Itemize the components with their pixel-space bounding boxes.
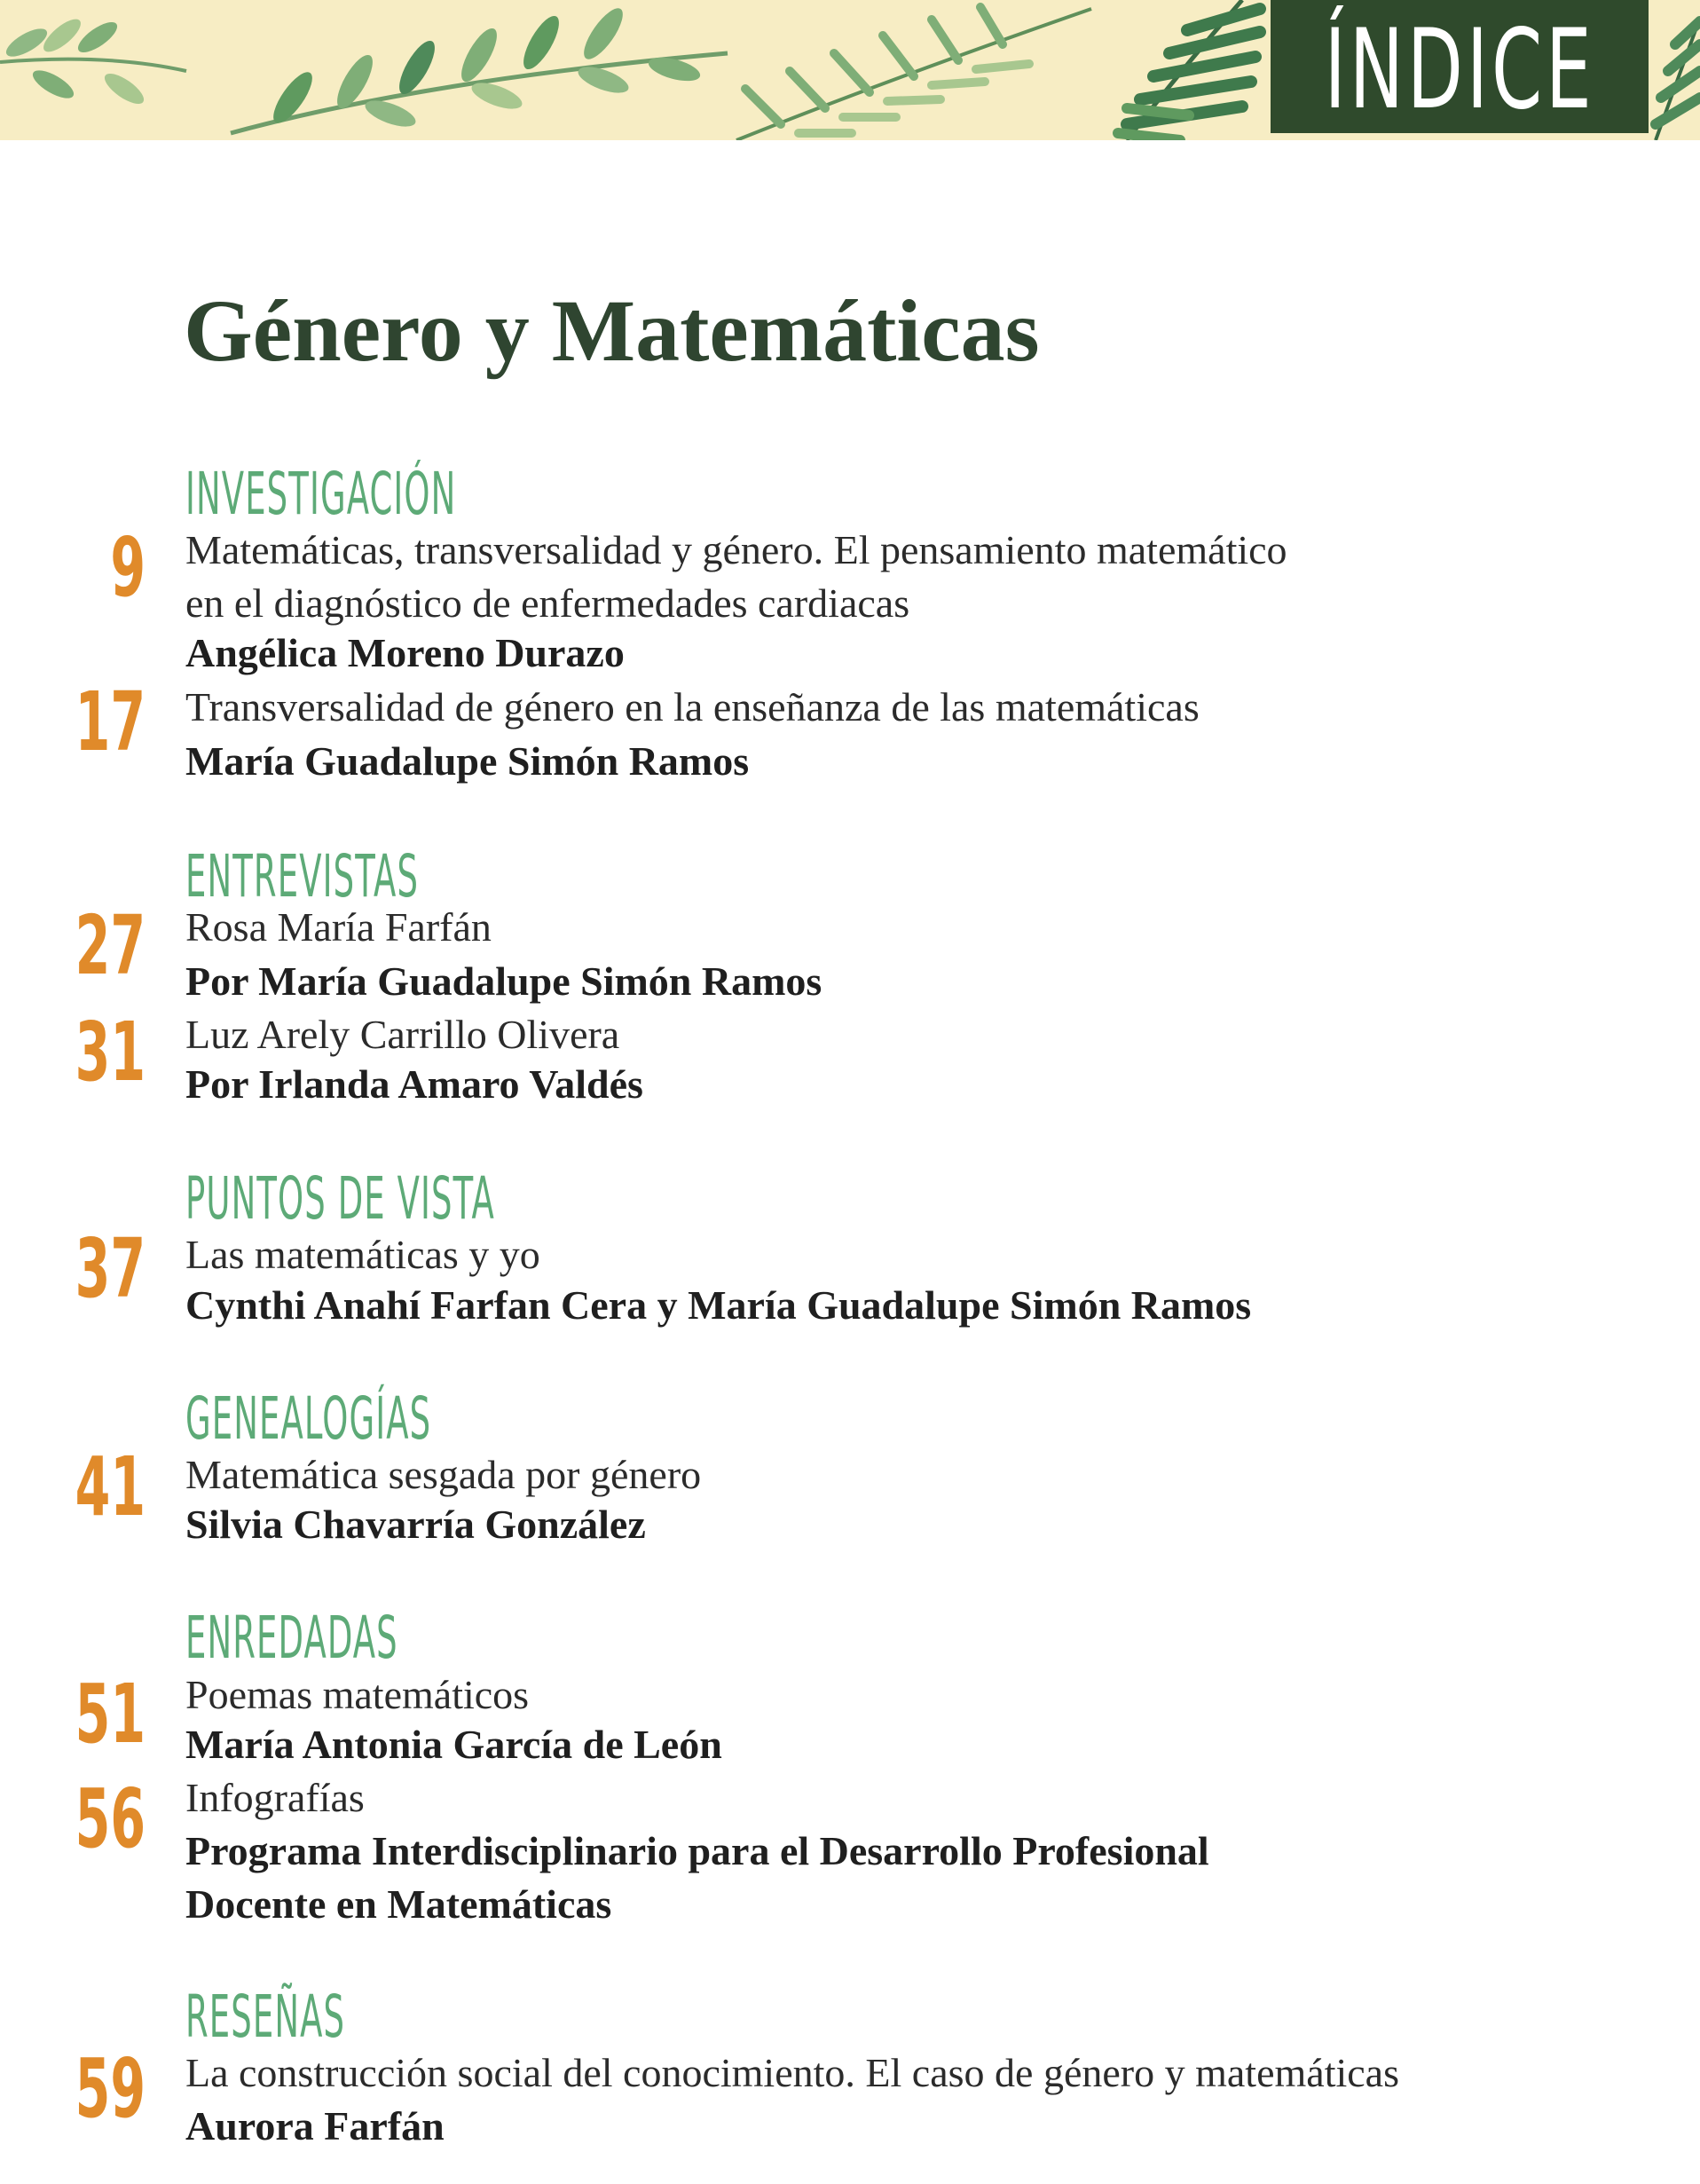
entry-title: La construcción social del conocimiento. El caso de género y matemáticas: [185, 2050, 1399, 2095]
entry-author: Silvia Chavarría González: [185, 1502, 646, 1547]
entry-author: Aurora Farfán: [185, 2103, 445, 2149]
section-heading-resenas: RESEÑAS: [185, 1983, 346, 2051]
page-number: 51: [75, 1667, 146, 1762]
page-number: 41: [75, 1439, 146, 1534]
page-number: 27: [75, 898, 146, 993]
section-heading-enredadas: ENREDADAS: [185, 1604, 398, 1672]
page-number: 56: [75, 1771, 146, 1866]
entry-title: en el diagnóstico de enfermedades cardiacas: [185, 580, 910, 626]
entry-title: Luz Arely Carrillo Olivera: [185, 1012, 620, 1057]
leaf-branch-1: [0, 14, 186, 109]
entry-author: Programa Interdisciplinario para el Desarrollo Profesional: [185, 1828, 1209, 1873]
entry-title: Rosa María Farfán: [185, 904, 492, 950]
entry-title: Matemática sesgada por género: [185, 1452, 702, 1497]
entry-author: Por María Guadalupe Simón Ramos: [185, 958, 822, 1004]
entry-title: Infografías: [185, 1775, 365, 1820]
entry-author: Cynthi Anahí Farfan Cera y María Guadalupe Simón Ramos: [185, 1282, 1252, 1328]
indice-label: ÍNDICE: [1324, 6, 1595, 134]
entry-author: María Antonia García de León: [185, 1722, 722, 1767]
page-title: Género y Matemáticas: [184, 281, 1040, 380]
entry-title: Las matemáticas y yo: [185, 1232, 540, 1277]
section-heading-entrevistas: ENTREVISTAS: [185, 842, 420, 911]
page-number: 59: [75, 2041, 146, 2136]
entry-author: Docente en Matemáticas: [185, 1881, 612, 1927]
leaf-branch-3: [736, 7, 1091, 140]
entry-title: Poemas matemáticos: [185, 1672, 530, 1717]
leaf-branch-4: [1118, 0, 1260, 140]
header-band: [0, 0, 1700, 140]
section-heading-investigacion: INVESTIGACIÓN: [185, 460, 457, 528]
page-number: 17: [75, 674, 146, 769]
entry-author: Por Irlanda Amaro Valdés: [185, 1061, 643, 1107]
entry-title: Matemáticas, transversalidad y género. El pensamiento matemático: [185, 527, 1287, 572]
leaf-branch-2: [231, 3, 728, 133]
indice-box: [1271, 0, 1649, 133]
entry-author: Angélica Moreno Durazo: [185, 630, 625, 675]
leaf-branch-5: [1656, 18, 1700, 140]
section-heading-genealogias: GENEALOGÍAS: [185, 1384, 432, 1453]
entry-title: Transversalidad de género en la enseñanza de las matemáticas: [185, 684, 1200, 729]
page-number: 31: [75, 1005, 146, 1100]
entry-author: María Guadalupe Simón Ramos: [185, 738, 750, 784]
section-heading-puntos-de-vista: PUNTOS DE VISTA: [185, 1164, 495, 1233]
page-number: 9: [110, 520, 146, 615]
page-number: 37: [75, 1221, 146, 1316]
